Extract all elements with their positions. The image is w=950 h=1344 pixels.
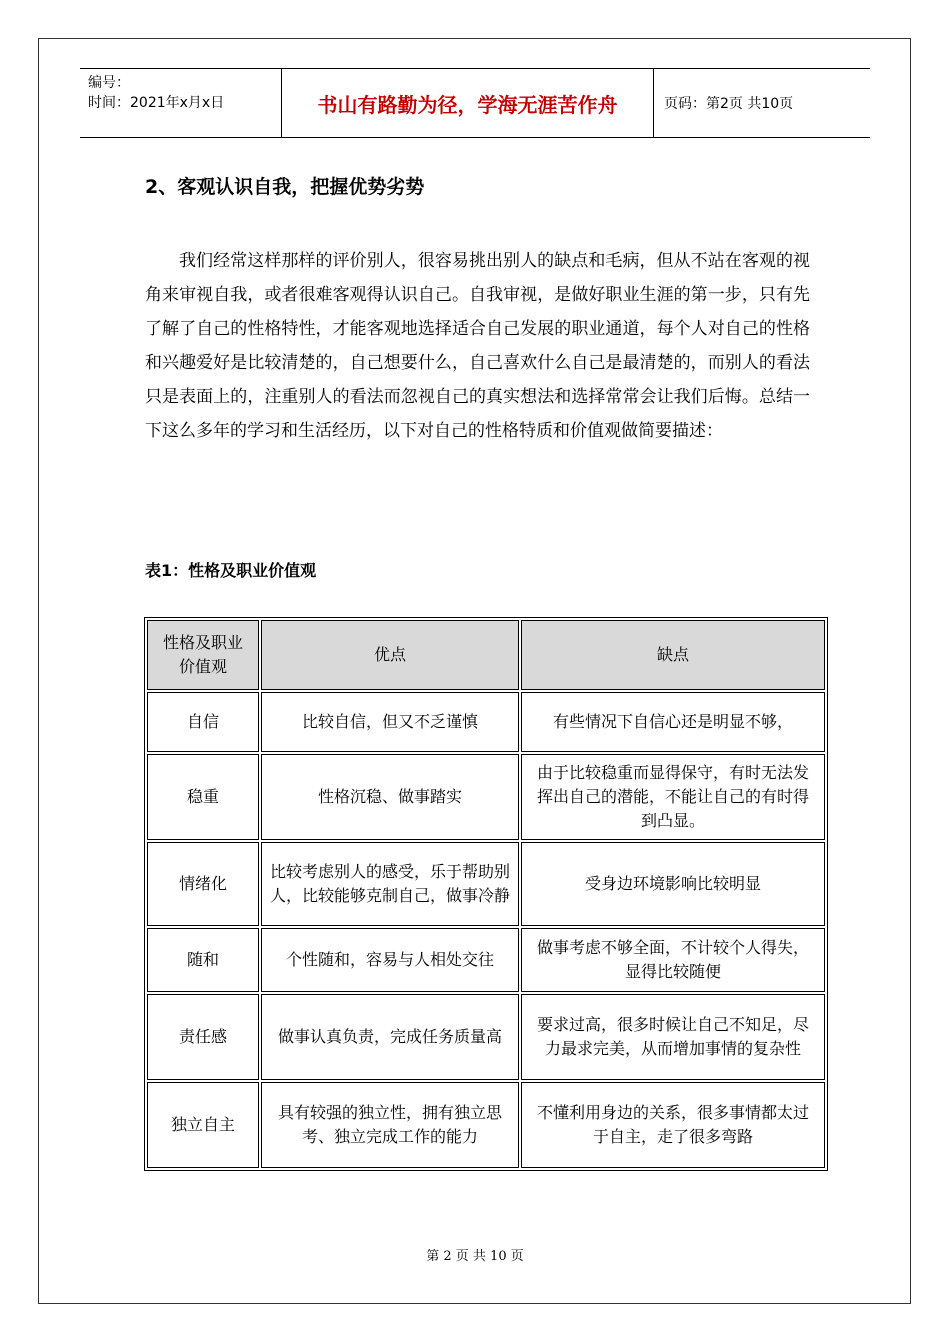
weakness-cell: 有些情况下自信心还是明显不够， xyxy=(521,692,825,752)
header-motto: 书山有路勤为径，学海无涯苦作舟 xyxy=(282,69,654,137)
header-cell-weaknesses: 缺点 xyxy=(521,620,825,690)
trait-cell: 责任感 xyxy=(147,994,259,1080)
header-cell-trait: 性格及职业价值观 xyxy=(147,620,259,690)
table-row xyxy=(147,754,825,840)
table-row xyxy=(147,842,825,926)
number-label: 编号： xyxy=(88,75,130,91)
header-cell-strengths: 优点 xyxy=(261,620,519,690)
trait-cell: 随和 xyxy=(147,928,259,992)
trait-cell: 自信 xyxy=(147,692,259,752)
strength-cell: 具有较强的独立性，拥有独立思考、独立完成工作的能力 xyxy=(261,1082,519,1168)
trait-table xyxy=(145,618,827,1170)
weakness-cell: 由于比较稳重而显得保守，有时无法发挥出自己的潜能，不能让自己的有时得到凸显。 xyxy=(521,754,825,840)
table-caption: 表1：性格及职业价值观 xyxy=(145,561,317,580)
trait-cell: 情绪化 xyxy=(147,842,259,926)
weakness-cell: 受身边环境影响比较明显 xyxy=(521,842,825,926)
strength-cell: 比较考虑别人的感受，乐于帮助别人，比较能够克制自己，做事冷静 xyxy=(261,842,519,926)
table-row xyxy=(147,928,825,992)
page-header xyxy=(80,68,870,138)
strength-cell: 性格沉稳、做事踏实 xyxy=(261,754,519,840)
trait-cell: 稳重 xyxy=(147,754,259,840)
weakness-cell: 要求过高，很多时候让自己不知足，尽力最求完美，从而增加事情的复杂性 xyxy=(521,994,825,1080)
date-label: 时间：2021年x月x日 xyxy=(88,95,225,111)
table-row xyxy=(147,1082,825,1168)
strength-cell: 个性随和，容易与人相处交往 xyxy=(261,928,519,992)
weakness-cell: 不懂利用身边的关系，很多事情都太过于自主，走了很多弯路 xyxy=(521,1082,825,1168)
trait-cell: 独立自主 xyxy=(147,1082,259,1168)
strength-cell: 比较自信，但又不乏谨慎 xyxy=(261,692,519,752)
section-title: 2、客观认识自我，把握优势劣势 xyxy=(145,176,425,198)
header-page-info: 页码：第2页 共10页 xyxy=(664,96,794,112)
table-row xyxy=(147,692,825,752)
header-meta xyxy=(80,69,282,137)
trait-table-frame xyxy=(144,617,828,1171)
page-footer: 第 2 页 共 10 页 xyxy=(426,1249,524,1264)
body-paragraph: 我们经常这样那样的评价别人，很容易挑出别人的缺点和毛病，但从不站在客观的视角来审视自我，或者很难客观得认识自己。自我审视，是做好职业生涯的第一步，只有先了解了自己的性格特性，才能客观地选择适合自己发展的职业通道，每个人对自己的性格和兴趣爱好是比较清楚的，自己想要什么，自己喜欢什么自己是最清楚的，而别人的看法只是表面上的，注重别人的看法而忽视自己的真实想法和选择常常会让我们后悔。总结一下这么多年的学习和生活经历，以下对自己的性格特质和价值观做简要描述： xyxy=(145,251,810,441)
table-row xyxy=(147,994,825,1080)
weakness-cell: 做事考虑不够全面，不计较个人得失，显得比较随便 xyxy=(521,928,825,992)
strength-cell: 做事认真负责，完成任务质量高 xyxy=(261,994,519,1080)
table-header-row xyxy=(147,620,825,690)
